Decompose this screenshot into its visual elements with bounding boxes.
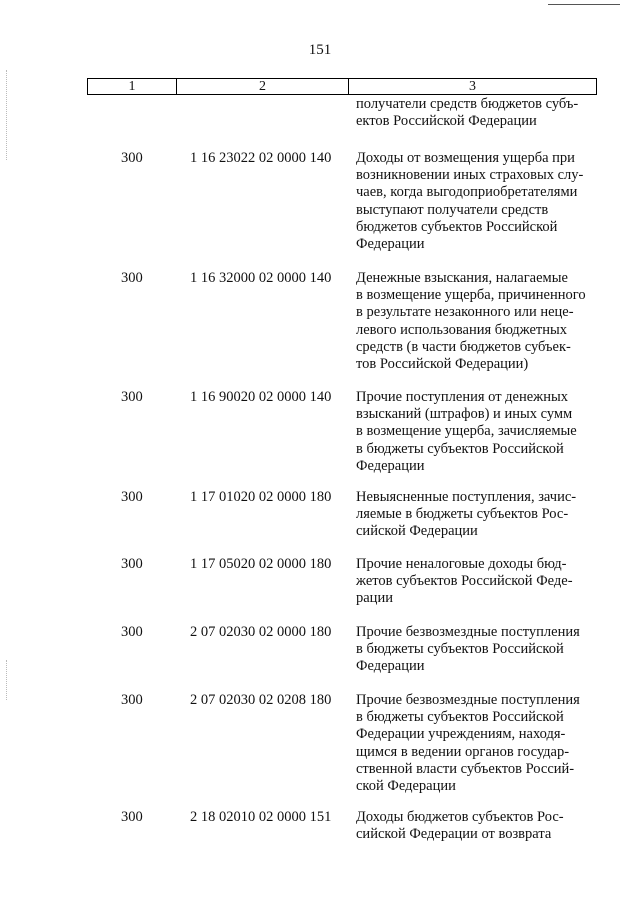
description-line: Федерации	[356, 658, 425, 675]
description-line: получатели средств бюджетов субъ-	[356, 96, 579, 112]
header-cell-2: 2	[177, 79, 349, 94]
continuation-text	[356, 96, 596, 130]
description-line: жетов субъектов Российской Феде-	[356, 573, 573, 590]
description-line: бюджетов субъектов Российской	[356, 218, 558, 235]
income-description	[356, 389, 596, 475]
header-cell-1: 1	[88, 79, 177, 94]
description-line: ской Федерации	[356, 778, 456, 795]
budget-code: 2 07 02030 02 0208 180	[190, 692, 332, 708]
admin-code: 300	[121, 150, 143, 166]
description-line: чаев, когда выгодоприобретателями	[356, 184, 578, 201]
description-line: средств (в части бюджетов субъек-	[356, 338, 571, 355]
admin-code: 300	[121, 692, 143, 708]
admin-code: 300	[121, 270, 143, 286]
description-line: ственной власти субъектов Россий-	[356, 760, 575, 777]
income-description	[356, 489, 596, 541]
description-line: Доходы бюджетов субъектов Рос-	[356, 809, 564, 825]
budget-code: 1 17 01020 02 0000 180	[190, 489, 332, 505]
description-line: Невыясненные поступления, зачис-	[356, 489, 577, 505]
description-line: Федерации	[356, 457, 425, 474]
description-line: Прочие поступления от денежных	[356, 389, 568, 405]
table-header	[87, 78, 597, 95]
description-line: Денежные взыскания, налагаемые	[356, 270, 568, 286]
description-line: Прочие безвозмездные поступления	[356, 692, 580, 708]
description-line: в бюджеты субъектов Российской	[356, 641, 564, 658]
admin-code: 300	[121, 624, 143, 640]
admin-code: 300	[121, 489, 143, 505]
description-line: ектов Российской Федерации	[356, 113, 537, 130]
income-description	[356, 556, 596, 608]
income-description	[356, 809, 596, 843]
income-description	[356, 270, 596, 373]
page-number: 151	[308, 42, 332, 58]
admin-code: 300	[121, 389, 143, 405]
admin-code: 300	[121, 809, 143, 825]
description-line: в возмещение ущерба, причиненного	[356, 287, 586, 304]
budget-code: 1 16 23022 02 0000 140	[190, 150, 332, 166]
top-rule	[548, 4, 620, 5]
description-line: щимся в ведении органов государ-	[356, 743, 570, 760]
description-line: Федерации учреждениям, находя-	[356, 726, 566, 743]
description-line: тов Российской Федерации)	[356, 356, 529, 373]
header-cell-3: 3	[469, 79, 476, 94]
description-line: в результате незаконного или неце-	[356, 304, 574, 321]
margin-marks	[6, 660, 8, 700]
budget-code: 1 17 05020 02 0000 180	[190, 556, 332, 572]
admin-code: 300	[121, 556, 143, 572]
description-line: сийской Федерации от возврата	[356, 826, 552, 843]
budget-code: 2 07 02030 02 0000 180	[190, 624, 332, 640]
description-line: Прочие безвозмездные поступления	[356, 624, 580, 640]
budget-code: 1 16 32000 02 0000 140	[190, 270, 332, 286]
description-line: левого использования бюджетных	[356, 321, 567, 338]
income-description	[356, 624, 596, 676]
description-line: Прочие неналоговые доходы бюд-	[356, 556, 567, 572]
income-description	[356, 150, 596, 253]
description-line: возникновении иных страховых слу-	[356, 167, 584, 184]
budget-code: 2 18 02010 02 0000 151	[190, 809, 332, 825]
description-line: ляемые в бюджеты субъектов Рос-	[356, 506, 569, 523]
description-line: в возмещение ущерба, зачисляемые	[356, 423, 577, 440]
description-line: в бюджеты субъектов Российской	[356, 440, 564, 457]
description-line: взысканий (штрафов) и иных сумм	[356, 406, 573, 423]
description-line: выступают получатели средств	[356, 201, 549, 218]
description-line: Федерации	[356, 236, 425, 253]
description-line: сийской Федерации	[356, 523, 478, 540]
budget-code: 1 16 90020 02 0000 140	[190, 389, 332, 405]
description-line: Доходы от возмещения ущерба при	[356, 150, 575, 166]
description-line: в бюджеты субъектов Российской	[356, 709, 564, 726]
income-description	[356, 692, 596, 795]
description-line: рации	[356, 590, 393, 607]
margin-marks	[6, 70, 8, 160]
